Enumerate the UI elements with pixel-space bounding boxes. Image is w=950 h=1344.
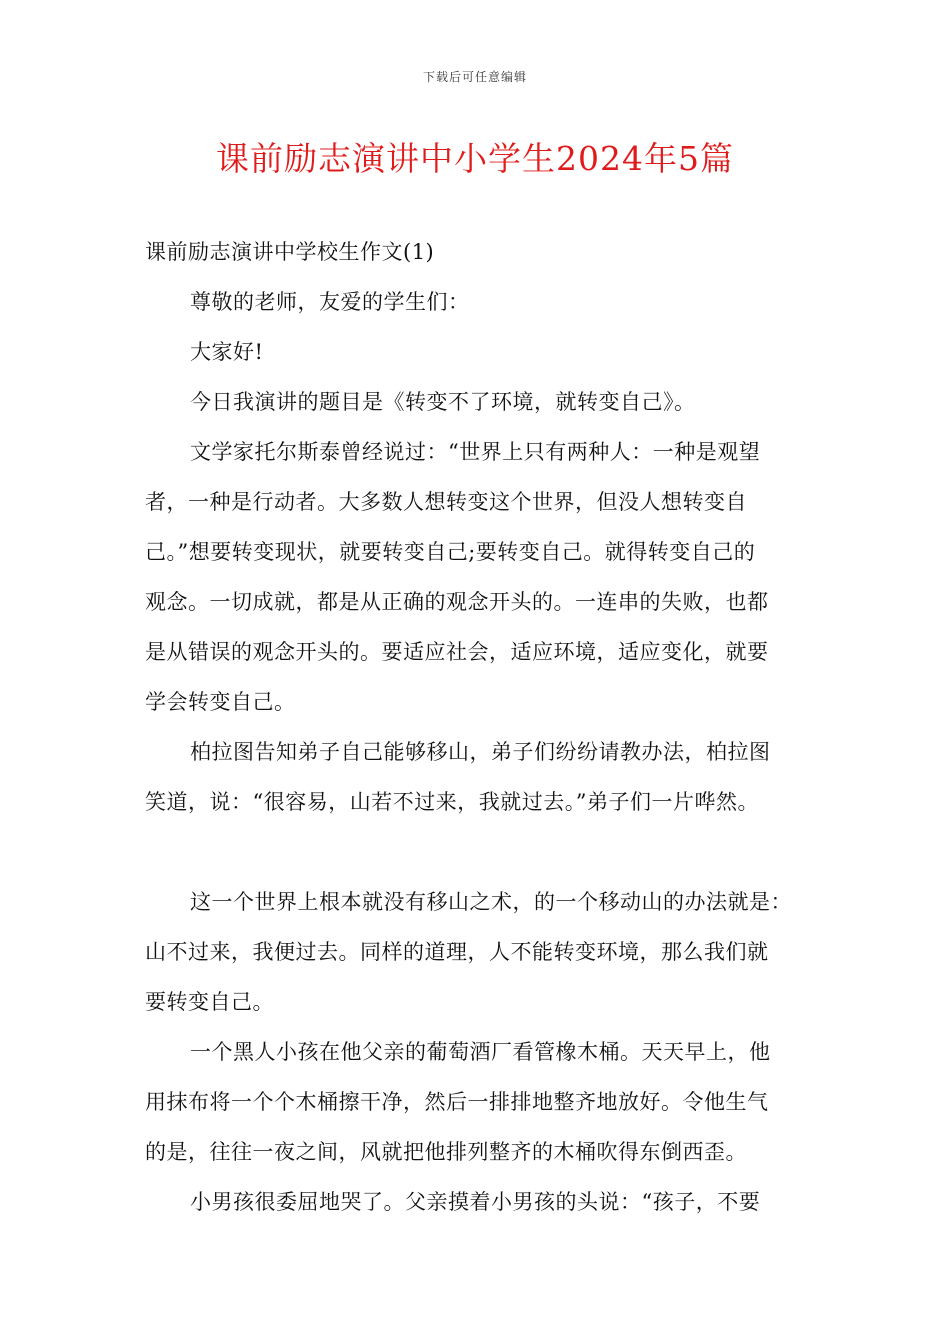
paragraph-line: 用抹布将一个个木桶擦干净，然后一排排地整齐地放好。令他生气 — [145, 1090, 769, 1114]
essay-subtitle: 课前励志演讲中学校生作文(1) — [145, 240, 435, 264]
topic-line: 今日我演讲的题目是《转变不了环境，就转变自己》。 — [190, 390, 696, 414]
paragraph-line: 的是，往往一夜之间，风就把他排列整齐的木桶吹得东倒西歪。 — [145, 1140, 747, 1164]
paragraph-line: 己。”想要转变现状，就要转变自己;要转变自己。就得转变自己的 — [145, 540, 756, 564]
paragraph-line: 文学家托尔斯泰曾经说过：“世界上只有两种人：一种是观望 — [190, 440, 761, 464]
paragraph-line: 山不过来，我便过去。同样的道理，人不能转变环境，那么我们就 — [145, 940, 769, 964]
hello-line: 大家好! — [190, 340, 264, 364]
document-title: 课前励志演讲中小学生2024年5篇 — [216, 139, 734, 178]
paragraph-line: 这一个世界上根本就没有移山之术，的一个移动山的办法就是： — [190, 890, 792, 914]
paragraph-line: 小男孩很委屈地哭了。父亲摸着小男孩的头说：“孩子，不要 — [190, 1190, 761, 1214]
paragraph-line: 学会转变自己。 — [145, 690, 296, 714]
greeting-line: 尊敬的老师，友爱的学生们： — [190, 290, 470, 314]
header-note: 下载后可任意编辑 — [422, 70, 527, 84]
paragraph-gap — [145, 827, 815, 877]
paragraph-line: 柏拉图告知弟子自己能够移山，弟子们纷纷请教办法，柏拉图 — [190, 740, 771, 764]
document-body — [145, 227, 815, 1227]
paragraph-line: 观念。一切成就，都是从正确的观念开头的。一连串的失败，也都 — [145, 590, 769, 614]
paragraph-line: 要转变自己。 — [145, 990, 274, 1014]
paragraph-line: 者，一种是行动者。大多数人想转变这个世界，但没人想转变自 — [145, 490, 747, 514]
paragraph-line: 是从错误的观念开头的。要适应社会，适应环境，适应变化，就要 — [145, 640, 769, 664]
paragraph-line: 一个黑人小孩在他父亲的葡萄酒厂看管橡木桶。天天早上，他 — [190, 1040, 771, 1064]
paragraph-line: 笑道，说：“很容易，山若不过来，我就过去。”弟子们一片哗然。 — [145, 790, 759, 814]
